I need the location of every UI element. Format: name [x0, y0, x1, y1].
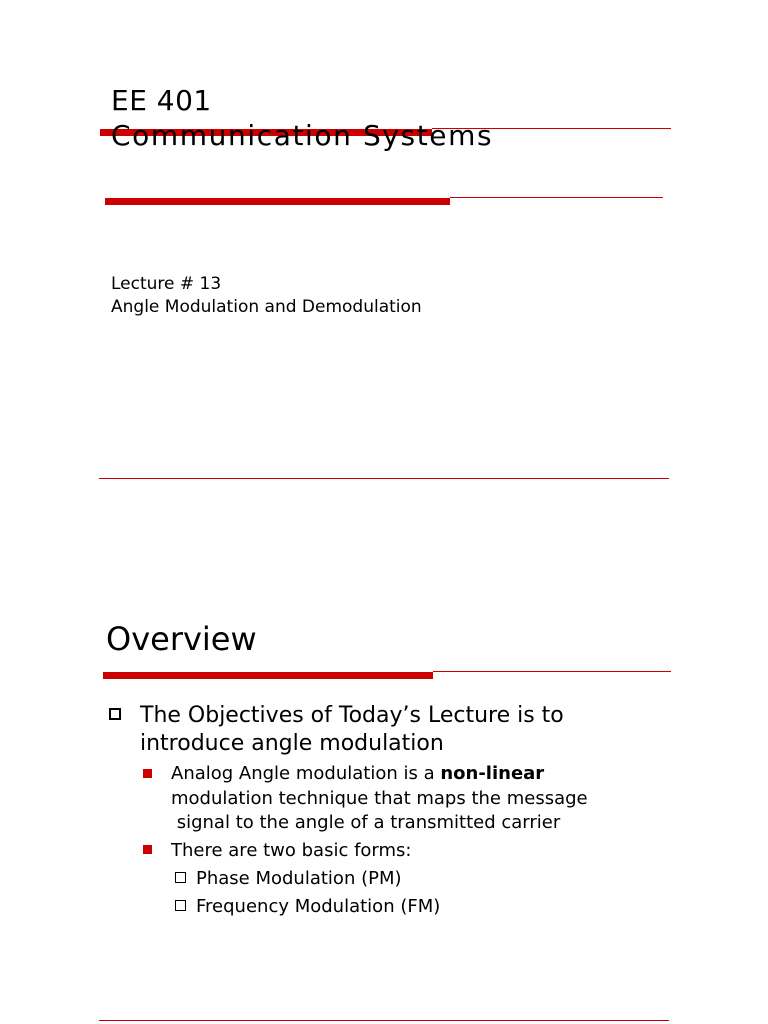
- nonlinear-text: Analog Angle modulation is a: [171, 763, 441, 784]
- overview-slide: [0, 512, 768, 1024]
- title-rule-bottom: [450, 197, 663, 198]
- red-square-bullet-icon: [143, 769, 152, 778]
- nonlinear-emphasis: non-linear: [440, 763, 545, 784]
- overview-rule: [433, 671, 671, 672]
- title-accent-bar-bottom: [105, 198, 450, 205]
- slide-footer-rule: [99, 478, 669, 479]
- nonlinear-line-2: modulation technique that maps the message: [171, 788, 588, 809]
- objective-line-1: The Objectives of Today’s Lecture is to: [140, 703, 564, 728]
- lecture-number: Lecture # 13: [111, 274, 222, 294]
- red-square-bullet-icon: [143, 845, 152, 854]
- hollow-square-bullet-icon: [109, 708, 121, 720]
- course-title: Communication Systems: [111, 119, 494, 152]
- form-pm: Phase Modulation (PM): [196, 868, 402, 889]
- course-code: EE 401: [111, 84, 212, 117]
- hollow-square-bullet-icon: [175, 900, 186, 911]
- lecture-topic: Angle Modulation and Demodulation: [111, 297, 422, 317]
- objective-line-2: introduce angle modulation: [140, 731, 444, 756]
- hollow-square-bullet-icon: [175, 872, 186, 883]
- basic-forms-intro: There are two basic forms:: [171, 840, 412, 861]
- slide-footer-rule: [99, 1020, 669, 1021]
- overview-accent-bar: [103, 672, 433, 679]
- form-fm: Frequency Modulation (FM): [196, 896, 441, 917]
- nonlinear-line-3: signal to the angle of a transmitted carrier: [171, 812, 561, 833]
- nonlinear-line-1: [171, 762, 544, 786]
- slide-title: Overview: [106, 620, 257, 658]
